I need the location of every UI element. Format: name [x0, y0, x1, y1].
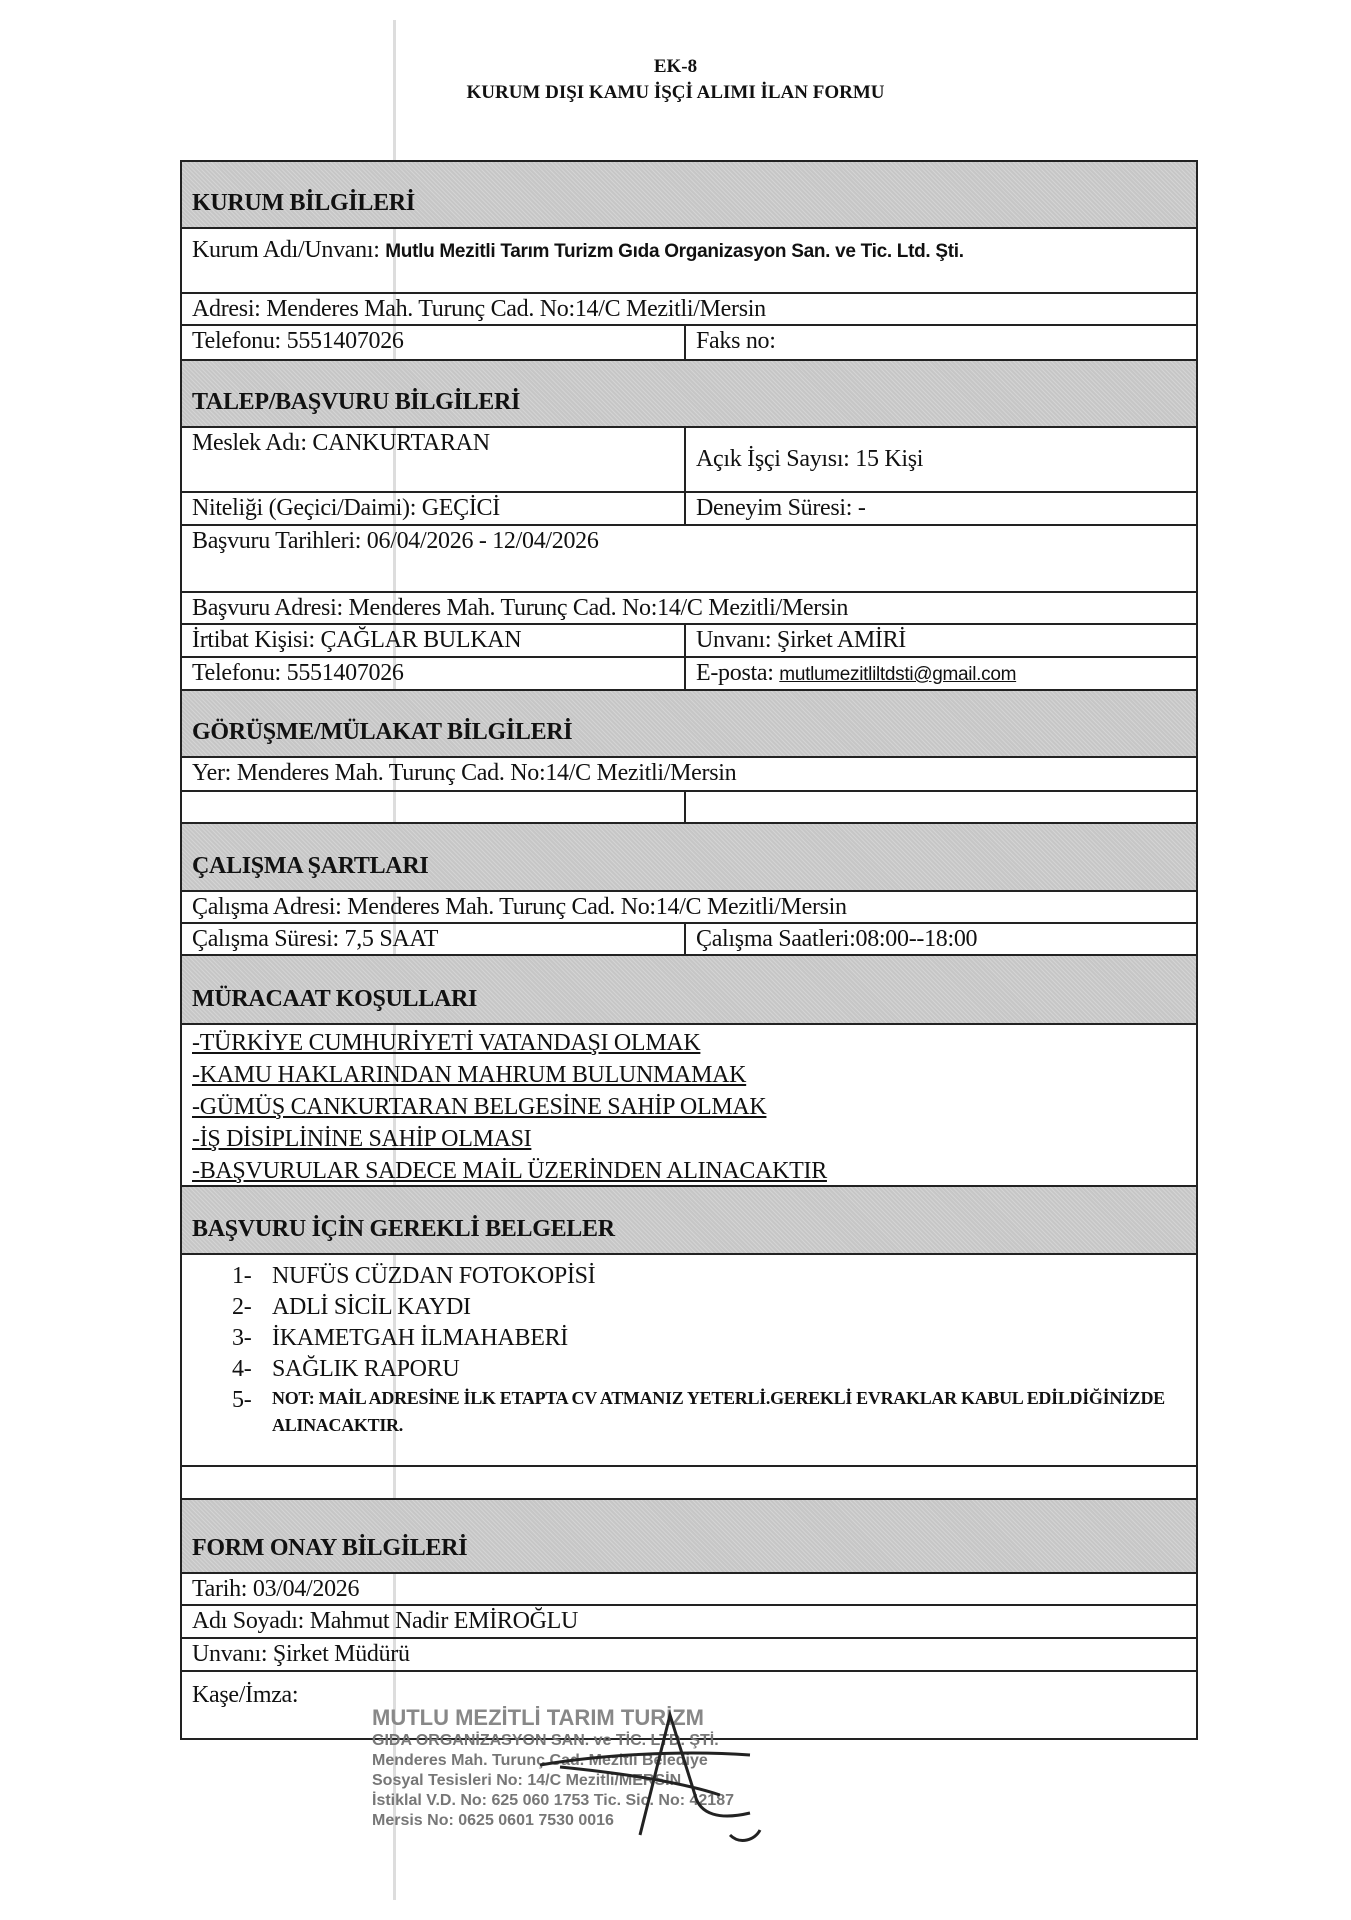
eposta-cell	[684, 658, 1026, 689]
muracaat-list	[182, 1025, 1196, 1187]
belge-text: İKAMETGAH İLMAHABERİ	[272, 1325, 568, 1351]
kurum-phone: Telefonu: 5551407026	[192, 328, 404, 354]
stamp-line: GIDA ORGANİZASYON SAN. ve TİC. LTD. ŞTİ.	[372, 1732, 719, 1749]
gorusme-yer: Yer: Menderes Mah. Turunç Cad. No:14/C Mezitli/Mersin	[192, 760, 737, 786]
muracaat-item: -TÜRKİYE CUMHURİYETİ VATANDAŞI OLMAK	[192, 1030, 701, 1056]
form-table	[180, 160, 1198, 1740]
section-kurum-header: KURUM BİLGİLERİ	[182, 162, 1196, 229]
belge-text: ADLİ SİCİL KAYDI	[272, 1294, 471, 1320]
form-title: KURUM DIŞI KAMU İŞÇİ ALIMI İLAN FORMU	[466, 82, 885, 103]
form-code: EK-8	[653, 56, 698, 77]
belge-number: 4-	[232, 1356, 252, 1382]
stamp-line: İstiklal V.D. No: 625 060 1753 Tic. Sic. No: 42187	[372, 1792, 734, 1809]
eposta-link[interactable]: mutlumezitliltdsti@gmail.com	[779, 664, 1017, 685]
muracaat-item: -GÜMÜŞ CANKURTARAN BELGESİNE SAHİP OLMAK	[192, 1094, 767, 1120]
belge-item	[232, 1323, 1172, 1354]
eposta-label: E-posta:	[696, 660, 774, 686]
section-gorusme-header: GÖRÜŞME/MÜLAKAT BİLGİLERİ	[182, 691, 1196, 758]
basvuru-tarihleri: Başvuru Tarihleri: 06/04/2026 - 12/04/2026	[192, 528, 599, 554]
stamp-line: Menderes Mah. Turunç Cad. Mezitli Belediye	[372, 1752, 708, 1769]
meslek: Meslek Adı: CANKURTARAN	[192, 430, 490, 456]
belge-item	[232, 1354, 1172, 1385]
basvuru-adresi: Başvuru Adresi: Menderes Mah. Turunç Cad. No:14/C Mezitli/Mersin	[192, 595, 849, 621]
muracaat-item: -İŞ DİSİPLİNİNE SAHİP OLMASI	[192, 1126, 532, 1152]
kurum-name-cell	[182, 229, 974, 292]
belge-number: 5-	[232, 1387, 252, 1413]
kase-imza-label: Kaşe/İmza:	[192, 1682, 299, 1708]
belge-text: SAĞLIK RAPORU	[272, 1356, 460, 1382]
belge-item	[232, 1385, 1172, 1439]
kurum-name: Mutlu Mezitli Tarım Turizm Gıda Organizasyon San. ve Tic. Ltd. Şti.	[385, 241, 964, 262]
muracaat-item: -KAMU HAKLARINDAN MAHRUM BULUNMAMAK	[192, 1062, 747, 1088]
irtibat-kisisi: İrtibat Kişisi: ÇAĞLAR BULKAN	[192, 627, 522, 653]
irtibat-telefon: Telefonu: 5551407026	[192, 660, 404, 686]
section-muracaat-header: MÜRACAAT KOŞULLARI	[182, 956, 1196, 1025]
onay-tarih: Tarih: 03/04/2026	[192, 1576, 360, 1602]
section-talep-header: TALEP/BAŞVURU BİLGİLERİ	[182, 361, 1196, 428]
signature	[520, 1695, 820, 1845]
stamp-line: MUTLU MEZİTLİ TARIM TURİZM	[372, 1705, 704, 1730]
stamp-line: Mersis No: 0625 0601 7530 0016	[372, 1812, 614, 1829]
calisma-suresi: Çalışma Süresi: 7,5 SAAT	[192, 926, 439, 952]
section-calisma-header: ÇALIŞMA ŞARTLARI	[182, 824, 1196, 892]
kurum-fax: Faks no:	[684, 326, 786, 359]
belge-number: 1-	[232, 1263, 252, 1289]
deneyim: Deneyim Süresi: -	[684, 493, 876, 524]
empty-row	[182, 1467, 1196, 1500]
kurum-name-label: Kurum Adı/Unvanı:	[192, 237, 380, 263]
belge-number: 2-	[232, 1294, 252, 1320]
onay-adsoyad: Adı Soyadı: Mahmut Nadir EMİROĞLU	[192, 1608, 579, 1634]
irtibat-unvan: Unvanı: Şirket AMİRİ	[684, 625, 916, 656]
muracaat-item: -BAŞVURULAR SADECE MAİL ÜZERİNDEN ALINACAKTIR	[192, 1158, 827, 1184]
calisma-saatleri: Çalışma Saatleri:08:00--18:00	[684, 924, 987, 954]
belge-number: 3-	[232, 1325, 252, 1351]
empty-cell	[684, 792, 706, 822]
onay-unvan: Unvanı: Şirket Müdürü	[192, 1641, 410, 1667]
isci-sayisi: Açık İşçi Sayısı: 15 Kişi	[684, 428, 933, 491]
belge-item	[232, 1261, 1172, 1292]
belge-note: NOT: MAİL ADRESİNE İLK ETAPTA CV ATMANIZ YETERLİ.GEREKLİ EVRAKLAR KABUL EDİLDİĞİNİZDE ALINACAKTIR.	[272, 1388, 1165, 1435]
belge-item	[232, 1292, 1172, 1323]
kurum-address: Adresi: Menderes Mah. Turunç Cad. No:14/C Mezitli/Mersin	[192, 296, 766, 322]
section-belgeler-header: BAŞVURU İÇİN GEREKLİ BELGELER	[182, 1187, 1196, 1255]
stamp-line: Sosyal Tesisleri No: 14/C Mezitli/MERSİN	[372, 1772, 682, 1789]
belgeler-list	[182, 1255, 1196, 1467]
nitelik: Niteliği (Geçici/Daimi): GEÇİCİ	[192, 495, 500, 521]
belge-text: NUFÜS CÜZDAN FOTOKOPİSİ	[272, 1263, 596, 1289]
section-onay-header: FORM ONAY BİLGİLERİ	[182, 1500, 1196, 1574]
empty-cell	[182, 792, 684, 822]
calisma-adresi: Çalışma Adresi: Menderes Mah. Turunç Cad. No:14/C Mezitli/Mersin	[192, 894, 847, 920]
